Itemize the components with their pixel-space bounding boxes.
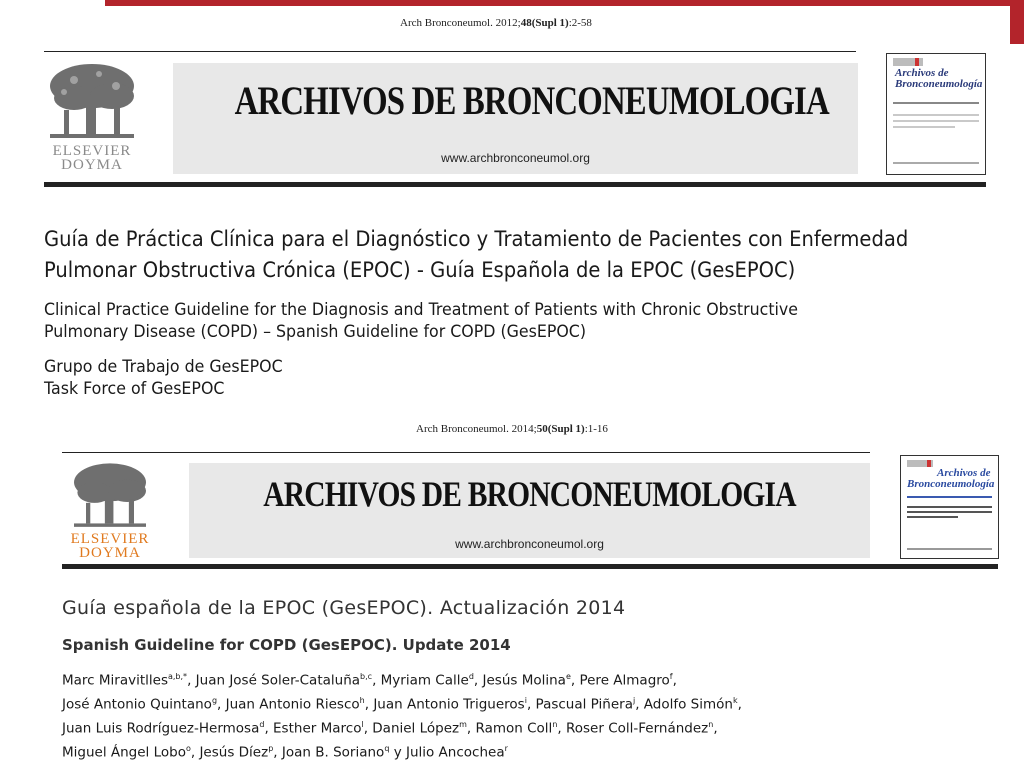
cover-text-line xyxy=(907,511,992,513)
author-name: Joan B. Soriano xyxy=(281,744,385,761)
author-separator: , xyxy=(364,696,374,713)
author-affiliation: k xyxy=(732,696,738,705)
cover-divider xyxy=(907,496,992,498)
journal-title: ARCHIVOS DE BRONCONEUMOLOGIA xyxy=(234,78,829,123)
tree-icon xyxy=(62,460,158,532)
author-separator: , xyxy=(273,744,282,761)
doc2-journal-cover xyxy=(900,455,999,559)
publisher-name: ELSEVIER xyxy=(70,531,150,547)
author-separator: , xyxy=(264,720,274,737)
author-name: Jesús Molina xyxy=(482,672,566,689)
cover-footer-line xyxy=(893,162,979,164)
doc2-top-rule xyxy=(62,452,870,453)
doc2-elsevier-logo xyxy=(58,460,162,560)
cover-title-line1: Archivos de xyxy=(937,467,991,479)
citation-volume: 50(Supl 1) xyxy=(536,423,585,435)
author-name: Miguel Ángel Lobo xyxy=(62,744,186,761)
author-affiliation: q xyxy=(384,744,390,753)
title-en-line2: Pulmonary Disease (COPD) – Spanish Guideline for COPD (GesEPOC) xyxy=(44,322,587,342)
cover-text-line xyxy=(893,120,979,122)
cover-text-line xyxy=(907,506,992,508)
journal-title: ARCHIVOS DE BRONCONEUMOLOGIA xyxy=(263,474,796,514)
author-affiliation: o xyxy=(185,744,191,753)
citation-prefix: Arch Bronconeumol. 2014; xyxy=(416,423,537,435)
doc1-thick-rule xyxy=(44,182,986,187)
journal-url: www.archbronconeumol.org xyxy=(455,537,604,551)
author-separator: , xyxy=(466,720,476,737)
author-name: Juan Luis Rodríguez-Hermosa xyxy=(62,720,260,737)
author-line xyxy=(62,667,982,691)
author-line xyxy=(62,739,982,763)
publisher-name: ELSEVIER xyxy=(52,143,132,159)
doc1-title-en xyxy=(44,299,798,343)
doc1-top-rule xyxy=(44,51,856,52)
author-separator: , xyxy=(672,672,677,689)
author-separator: , xyxy=(473,672,483,689)
doc2-title-en: Spanish Guideline for COPD (GesEPOC). Update 2014 xyxy=(62,636,511,654)
author-name: Roser Coll-Fernández xyxy=(565,720,709,737)
author-affiliation: g xyxy=(211,696,218,705)
doc1-elsevier-logo xyxy=(40,60,144,176)
cover-title xyxy=(895,68,982,90)
doc2-journal-banner xyxy=(189,463,870,558)
journal-url: www.archbronconeumol.org xyxy=(441,151,590,165)
citation-volume: 48(Supl 1) xyxy=(520,17,569,29)
author-affiliation: d xyxy=(468,672,474,681)
cover-text-line xyxy=(893,114,979,116)
author-affiliation: r xyxy=(504,744,508,753)
author-affiliation: n xyxy=(552,720,558,729)
author-separator: , xyxy=(635,696,644,713)
author-affiliation: n xyxy=(708,720,714,729)
author-separator: , xyxy=(526,696,536,713)
author-name: y Julio Ancochea xyxy=(393,744,505,761)
tree-icon xyxy=(44,60,140,144)
author-name: Daniel López xyxy=(372,720,460,737)
cover-divider xyxy=(893,102,979,104)
author-affiliation: m xyxy=(459,720,467,729)
author-line xyxy=(62,715,982,739)
author-affiliation: i xyxy=(524,696,527,705)
doc2-thick-rule xyxy=(62,564,998,569)
doc1-journal-cover xyxy=(886,53,986,175)
citation-pages: :1-16 xyxy=(584,423,608,435)
author-separator: , xyxy=(363,720,373,737)
citation-prefix: Arch Bronconeumol. 2012; xyxy=(400,17,521,29)
author-separator: , xyxy=(187,672,196,689)
doc2-author-list xyxy=(62,667,982,763)
doc2-citation xyxy=(416,423,608,435)
author-separator: , xyxy=(557,720,566,737)
author-name: Juan José Soler-Cataluña xyxy=(195,672,361,689)
author-separator: , xyxy=(372,672,381,689)
title-es-line1: Guía de Práctica Clínica para el Diagnóstico y Tratamiento de Pacientes con Enfermedad xyxy=(44,227,909,251)
doc1-citation xyxy=(400,17,592,29)
author-name: Adolfo Simón xyxy=(643,696,733,713)
title-es-line2: Pulmonar Obstructiva Crónica (EPOC) - Guía Española de la EPOC (GesEPOC) xyxy=(44,258,796,282)
group-en: Task Force of GesEPOC xyxy=(44,379,225,399)
author-affiliation: p xyxy=(268,744,274,753)
author-affiliation: l xyxy=(361,720,364,729)
author-name: Jesús Díez xyxy=(199,744,269,761)
author-name: José Antonio Quintano xyxy=(62,696,212,713)
author-affiliation: f xyxy=(669,672,673,681)
cover-title-line2: Bronconeumología xyxy=(895,78,983,90)
author-affiliation: b,c xyxy=(360,672,373,681)
author-separator: , xyxy=(190,744,200,761)
top-accent-tab xyxy=(1010,0,1024,44)
author-affiliation: d xyxy=(259,720,265,729)
author-name: Marc Miravitlles xyxy=(62,672,168,689)
cover-logo-tick xyxy=(915,58,919,66)
author-name: Juan Antonio Riesco xyxy=(225,696,360,713)
cover-title-line1: Archivos de xyxy=(895,67,949,79)
citation-pages: :2-58 xyxy=(568,17,592,29)
cover-logo-tick xyxy=(927,460,931,467)
author-affiliation: e xyxy=(565,672,571,681)
cover-footer-line xyxy=(907,548,992,550)
group-es: Grupo de Trabajo de GesEPOC xyxy=(44,357,283,377)
author-separator: , xyxy=(713,720,718,737)
cover-text-line xyxy=(893,126,955,128)
author-name: Juan Antonio Trigueros xyxy=(373,696,525,713)
cover-title xyxy=(907,468,994,490)
author-affiliation: a,b,* xyxy=(167,672,188,681)
cover-title-line2: Bronconeumología xyxy=(907,478,995,490)
cover-text-line xyxy=(907,516,958,518)
author-name: Pere Almagro xyxy=(579,672,670,689)
author-line xyxy=(62,691,982,715)
title-en-line1: Clinical Practice Guideline for the Diagnosis and Treatment of Patients with Chronic Obstructive xyxy=(44,300,799,320)
author-separator: , xyxy=(570,672,580,689)
author-separator: , xyxy=(737,696,742,713)
doc1-group xyxy=(44,356,283,400)
author-name: Myriam Calle xyxy=(380,672,469,689)
publisher-imprint: DOYMA xyxy=(61,157,123,173)
author-name: Esther Marco xyxy=(273,720,362,737)
doc1-title-es xyxy=(44,224,908,286)
publisher-imprint: DOYMA xyxy=(79,545,141,561)
top-accent-bar xyxy=(105,0,1024,6)
author-affiliation: h xyxy=(359,696,365,705)
doc1-journal-banner xyxy=(173,63,858,174)
doc2-title-es: Guía española de la EPOC (GesEPOC). Actualización 2014 xyxy=(62,597,626,619)
author-name: Ramon Coll xyxy=(475,720,553,737)
author-name: Pascual Piñera xyxy=(535,696,633,713)
author-affiliation: j xyxy=(632,696,636,705)
author-separator: , xyxy=(217,696,226,713)
